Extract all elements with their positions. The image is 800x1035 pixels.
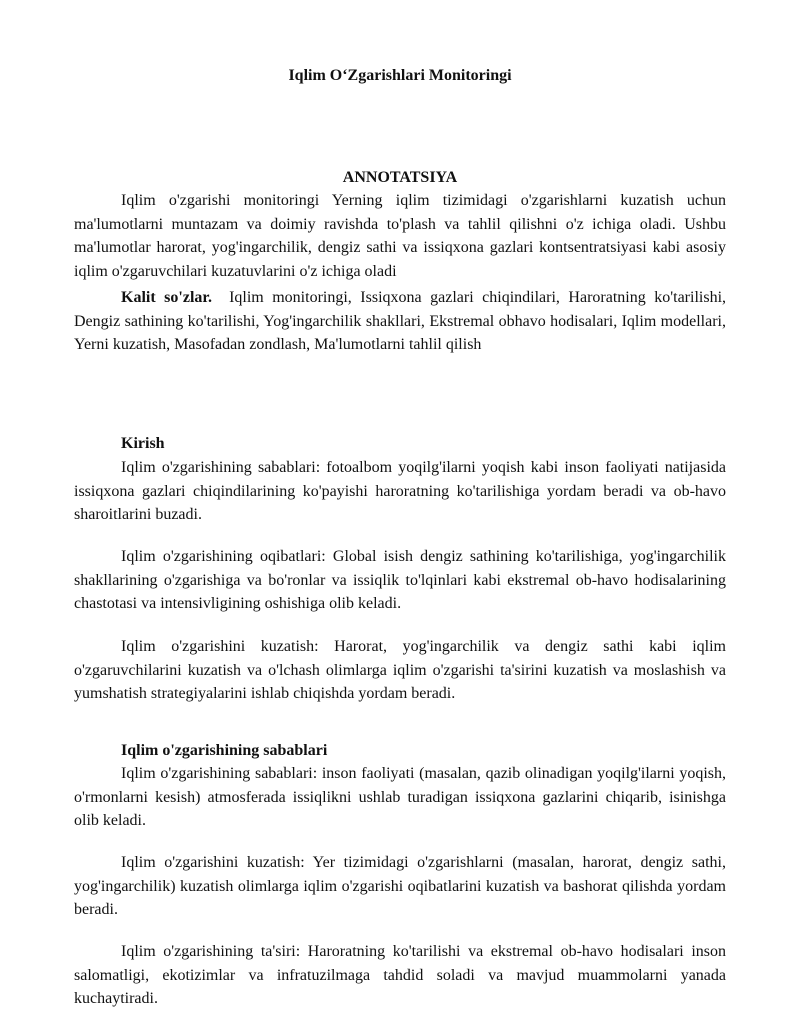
- introduction-paragraph-2: Iqlim o'zgarishining oqibatlari: Global isish dengiz sathining ko'tarilishiga, yog'ingarchilik shakllarining o'zgarishiga va bo'ronlar va issiqlik to'lqinlari kabi ekstremal ob-havo hodisalarining chastotasi va intensivligining oshishiga olib keladi.: [74, 548, 726, 612]
- keywords-paragraph: [74, 286, 726, 357]
- causes-paragraph-1: Iqlim o'zgarishining sabablari: inson faoliyati (masalan, qazib olinadigan yoqilg'ilarni yoqish, o'rmonlarni kesish) atmosferada issiqlikni ushlab turadigan issiqxona gazlarini chiqarib, isinishga olib keladi.: [74, 765, 726, 829]
- introduction-heading: Kirish: [121, 435, 165, 452]
- causes-paragraph-2: Iqlim o'zgarishini kuzatish: Yer tizimidagi o'zgarishlarni (masalan, harorat, dengiz sathi, yog'ingarchilik) kuzatish olimlarga iqlim o'zgarishi oqibatlarini kuzatish va bashorat qilishda yordam beradi.: [74, 854, 726, 918]
- introduction-paragraph-1: Iqlim o'zgarishining sabablari: fotoalbom yoqilg'ilarni yoqish kabi inson faoliyati natijasida issiqxona gazlari chiqindilarining ko'payishi haroratning ko'tarilishiga yordam beradi va ob-havo sharoitlarini buzadi.: [74, 459, 726, 523]
- annotation-heading: ANNOTATSIYA: [342, 169, 458, 186]
- causes-heading: Iqlim o'zgarishining sabablari: [121, 742, 328, 759]
- annotation-text: Iqlim o'zgarishi monitoringi Yerning iqlim tizimidagi o'zgarishlarni kuzatish uchun ma'lumotlarni muntazam va doimiy ravishda to'plash va tahlil qilishni o'z ichiga oladi. Ushbu ma'lumotlar harorat, yog'ingarchilik, dengiz sathi va issiqxona gazlari kontsentratsiyasi kabi asosiy iqlim o'zgaruvchilari kuzatuvlarini o'z ichiga oladi: [74, 192, 726, 280]
- document-title: Iqlim O‘Zgarishlari Monitoringi: [288, 67, 512, 84]
- causes-paragraph-3: Iqlim o'zgarishining ta'siri: Haroratning ko'tarilishi va ekstremal ob-havo hodisalari inson salomatligi, ekotizimlar va infratuzilmaga tahdid soladi va mavjud muammolarni yanada kuchaytiradi.: [74, 943, 726, 1007]
- keywords-label: Kalit so'zlar.: [121, 289, 213, 306]
- keywords-text: Iqlim monitoringi, Issiqxona gazlari chiqindilari, Haroratning ko'tarilishi, Dengiz sathining ko'tarilishi, Yog'ingarchilik shakllari, Ekstremal obhavo hodisalari, Iqlim modellari, Yerni kuzatish, Masofadan zondlash, Ma'lumotlarni tahlil qilish: [74, 289, 727, 353]
- introduction-paragraph-3: Iqlim o'zgarishini kuzatish: Harorat, yog'ingarchilik va dengiz sathi kabi iqlim o'zgaruvchilarini kuzatish va o'lchash olimlarga iqlim o'zgarishi ta'sirini kuzatish va moslashish va yumshatish strategiyalarini ishlab chiqishda yordam beradi.: [74, 638, 726, 702]
